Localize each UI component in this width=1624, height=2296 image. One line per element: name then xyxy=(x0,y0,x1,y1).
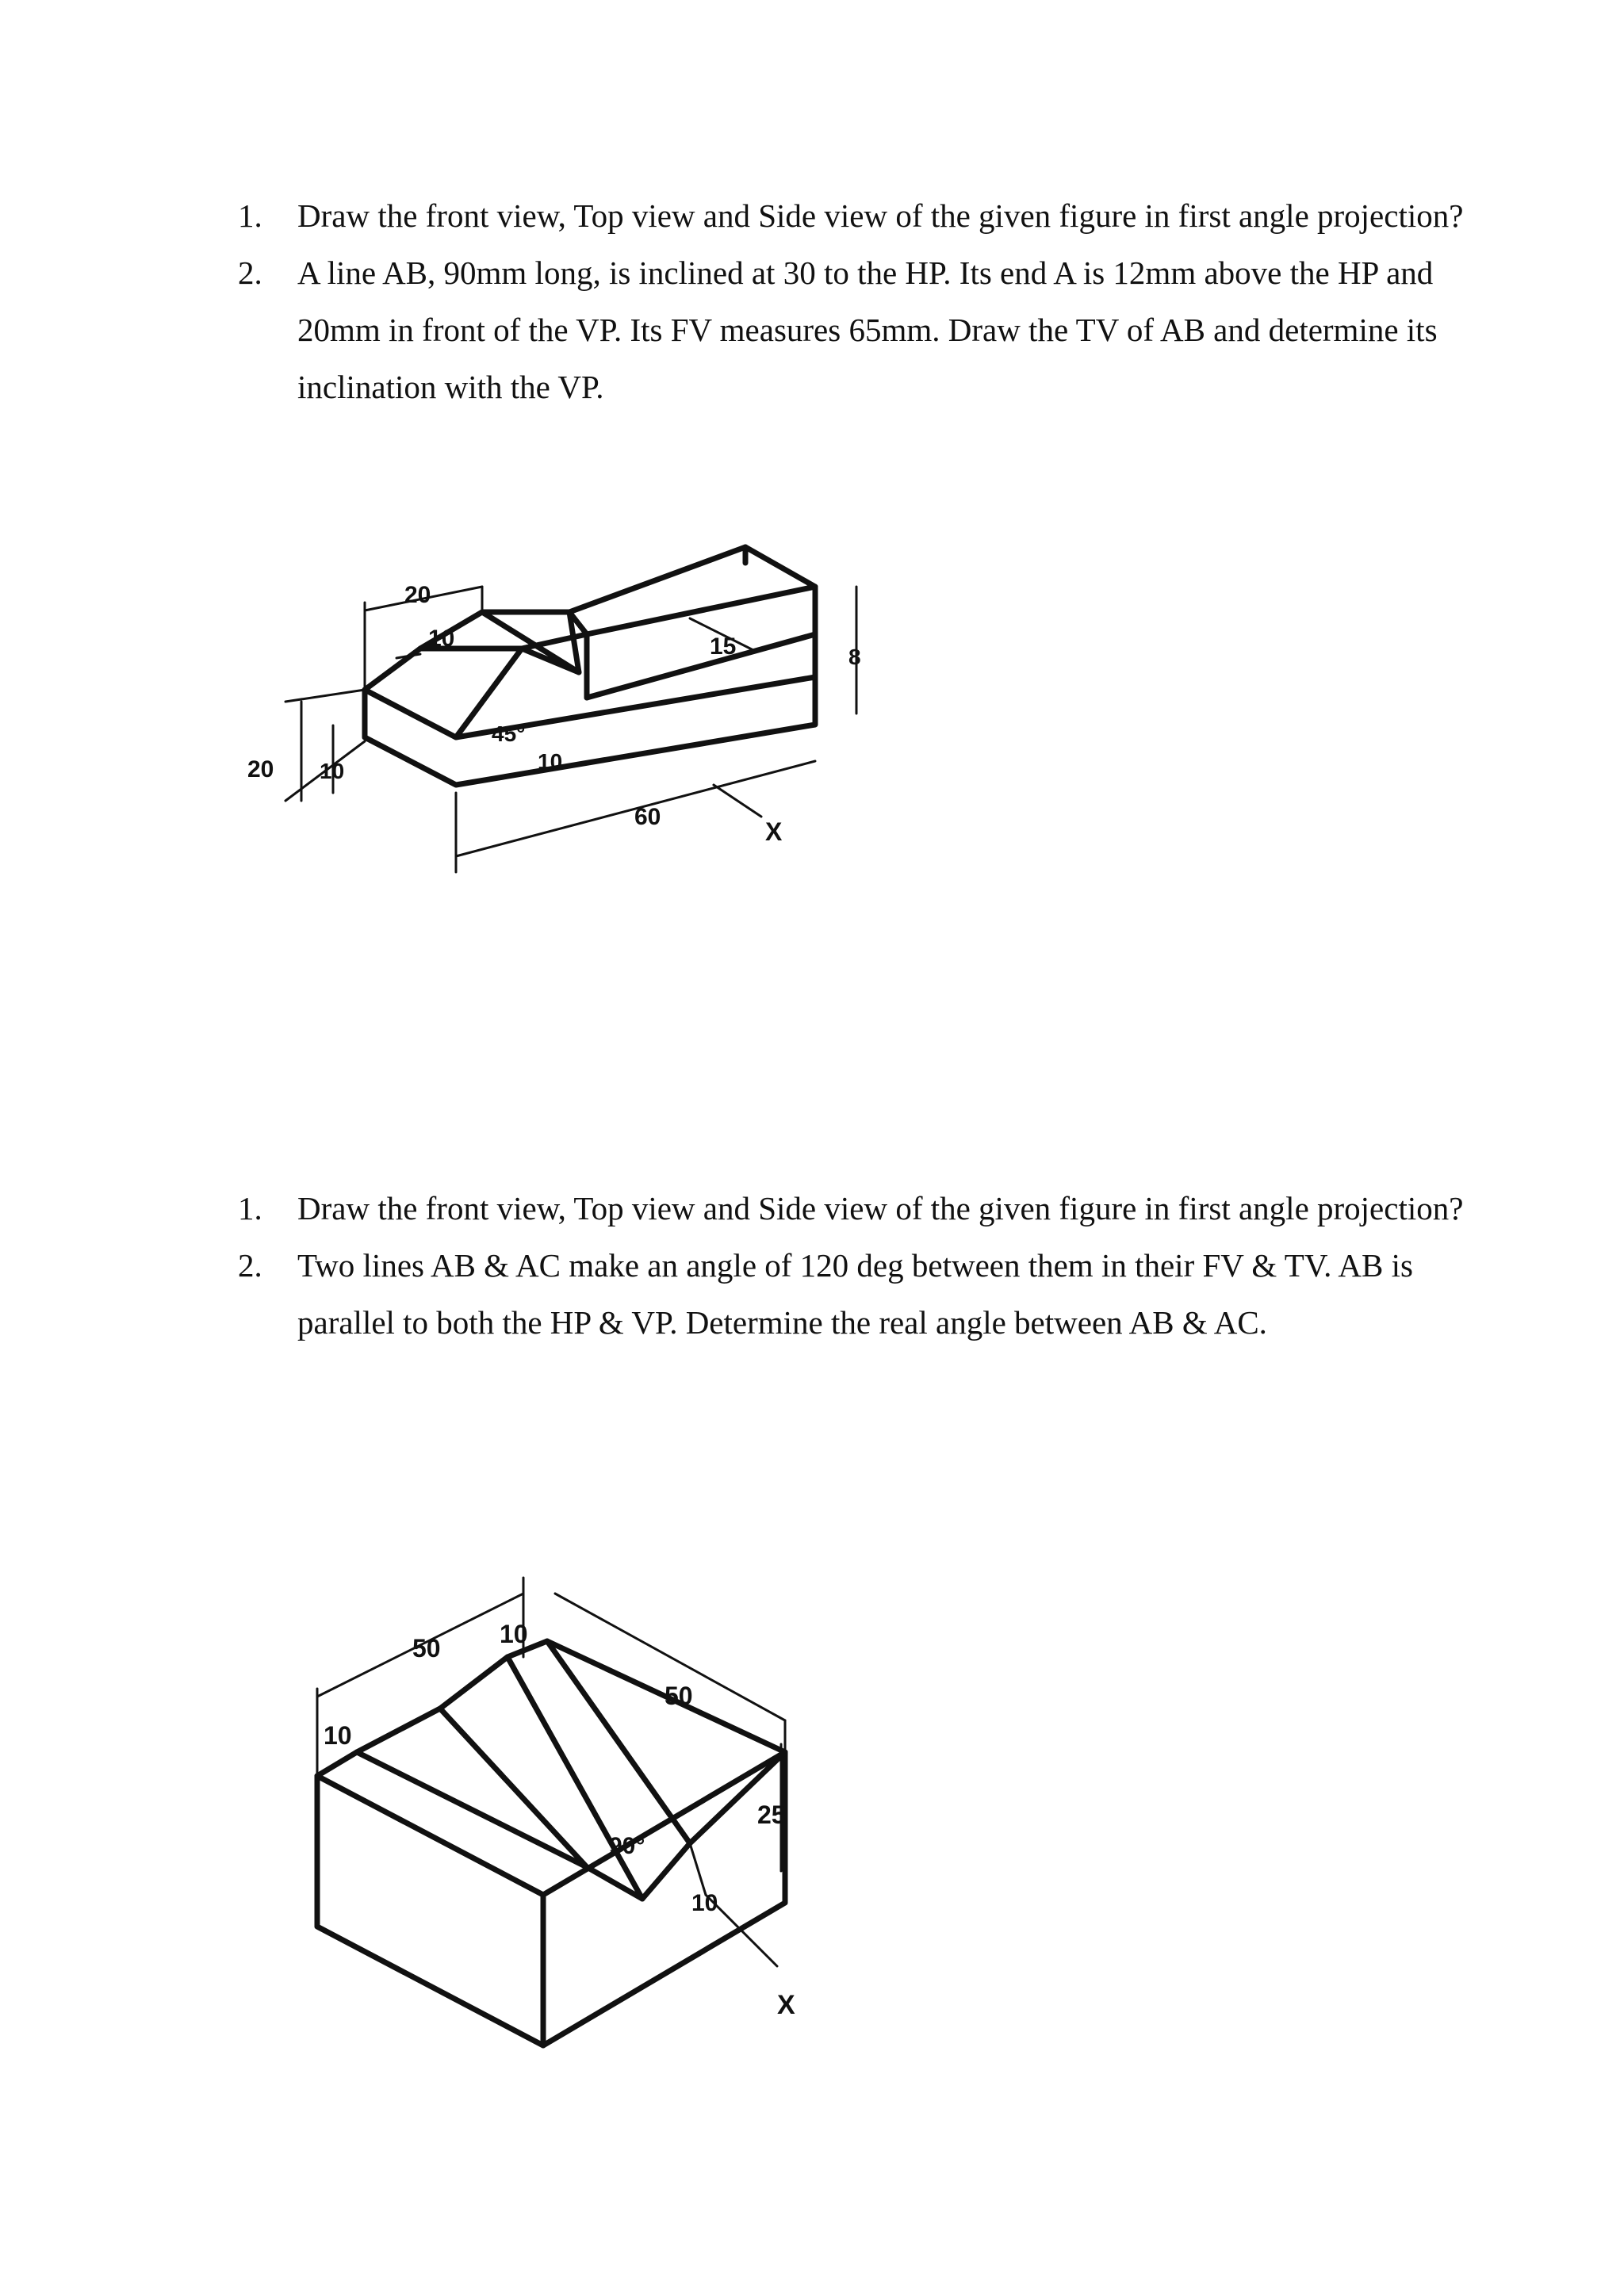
view-arrow-label: X xyxy=(765,817,783,846)
dim-mid-height: 10 xyxy=(538,749,563,774)
figure-1-outline xyxy=(365,547,815,785)
dim-inner-width: 10 xyxy=(428,626,455,652)
question-number: 1. xyxy=(238,197,262,234)
dim-slot-width: 15 xyxy=(710,633,737,660)
question-item xyxy=(238,187,1475,244)
dim-angle: 45° xyxy=(492,721,526,746)
dim-depth: 50 xyxy=(665,1682,693,1710)
dim-width: 50 xyxy=(412,1634,441,1663)
question-text: Two lines AB & AC make an angle of 120 deg between them in their FV & TV. AB is parallel to both the HP & VP. Determine the real angle between AB & AC. xyxy=(297,1247,1413,1341)
question-list-2 xyxy=(238,1180,1475,1351)
figure-2-outline xyxy=(317,1641,785,2045)
dim-left-wall: 10 xyxy=(324,1721,352,1750)
view-arrow-label: X xyxy=(777,1990,795,2020)
dim-height: 25 xyxy=(757,1800,786,1829)
dim-step-height: 10 xyxy=(320,759,345,783)
dim-length: 60 xyxy=(634,804,661,830)
question-text: Draw the front view, Top view and Side view of the given figure in first angle projection? xyxy=(297,197,1464,234)
dim-base-thickness: 10 xyxy=(691,1890,718,1916)
question-text: A line AB, 90mm long, is inclined at 30 to the HP. Its end A is 12mm above the HP and 20mm in front of the VP. Its FV measures 65mm. Draw the TV of AB and determine its inclination with the VP. xyxy=(297,254,1438,405)
question-list-1 xyxy=(238,187,1475,415)
dim-height: 20 xyxy=(247,756,274,783)
figure-1-dimension-lines xyxy=(285,587,856,872)
question-number: 2. xyxy=(238,254,262,291)
question-number: 1. xyxy=(238,1190,262,1226)
question-text: Draw the front view, Top view and Side view of the given figure in first angle projection? xyxy=(297,1190,1464,1226)
dim-base-height: 8 xyxy=(848,645,861,669)
question-item xyxy=(238,1237,1475,1351)
question-item xyxy=(238,244,1475,415)
question-item xyxy=(238,1180,1475,1237)
figure-2-dimension-lines xyxy=(317,1578,785,1966)
dim-top-width: 20 xyxy=(404,582,431,608)
question-number: 2. xyxy=(238,1247,262,1284)
dim-notch-width: 10 xyxy=(500,1620,528,1648)
dim-angle: 90° xyxy=(609,1833,645,1859)
